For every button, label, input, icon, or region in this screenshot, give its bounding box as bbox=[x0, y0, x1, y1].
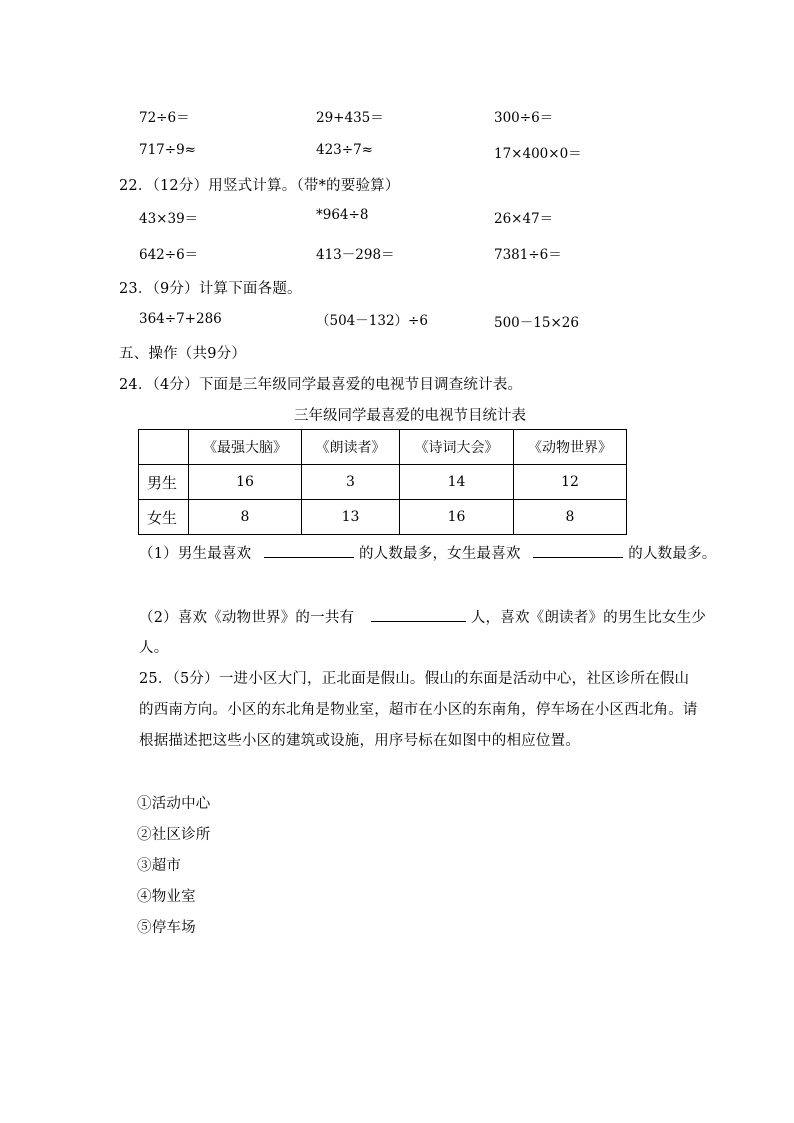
q25-option-3: ③超市 bbox=[137, 858, 182, 874]
table-row bbox=[139, 465, 627, 500]
q21-expr-4: 717÷9≈ bbox=[139, 142, 196, 158]
q23-item-2: （504－132）÷6 bbox=[316, 313, 428, 329]
table-row bbox=[139, 500, 627, 535]
tv-program-table bbox=[138, 429, 627, 535]
q25-option-5: ⑤停车场 bbox=[137, 920, 196, 936]
q21-expr-1: 72÷6＝ bbox=[139, 110, 190, 126]
q22-expr-2: *964÷8 bbox=[316, 207, 369, 223]
q21-expr-6: 17×400×0＝ bbox=[494, 146, 582, 162]
q24-part1 bbox=[139, 542, 716, 563]
q21-expr-2: 29+435＝ bbox=[316, 110, 384, 126]
table-title: 三年级同学最喜爱的电视节目统计表 bbox=[294, 408, 526, 424]
q23-item-3: 500－15×26 bbox=[494, 315, 579, 331]
table-row-label: 男生 bbox=[139, 465, 189, 500]
q24-heading: 24．（4分）下面是三年级同学最喜爱的电视节目调查统计表。 bbox=[119, 377, 523, 393]
answer-blank-3[interactable] bbox=[371, 607, 466, 622]
table-cell: 8 bbox=[189, 500, 302, 535]
q25-line-3: 根据描述把这些小区的建筑或设施，用序号标在如图中的相应位置。 bbox=[139, 733, 580, 749]
q24-part2-text-a: （2）喜欢《动物世界》的一共有 bbox=[139, 610, 355, 626]
table-cell: 16 bbox=[189, 465, 302, 500]
section-title: 五、操作（共9分） bbox=[119, 346, 247, 362]
q24-part1-text-c: 的人数最多。 bbox=[628, 546, 717, 562]
q21-expr-5: 423÷7≈ bbox=[316, 142, 373, 158]
q22-expr-1: 43×39＝ bbox=[139, 211, 199, 227]
q24-part1-text-b: 的人数最多，女生最喜欢 bbox=[358, 546, 521, 562]
q22-expr-4: 642÷6＝ bbox=[139, 247, 199, 263]
table-cell: 3 bbox=[302, 465, 400, 500]
q22-expr-3: 26×47＝ bbox=[494, 211, 554, 227]
table-header-cell: 《朗读者》 bbox=[302, 430, 400, 465]
table-header-cell: 《最强大脑》 bbox=[189, 430, 302, 465]
q21-expr-3: 300÷6＝ bbox=[494, 110, 554, 126]
table-cell: 14 bbox=[400, 465, 514, 500]
q22-expr-5: 413－298＝ bbox=[316, 247, 395, 263]
table-cell: 8 bbox=[514, 500, 627, 535]
q24-part2-text-b: 人，喜欢《朗读者》的男生比女生少 bbox=[470, 610, 707, 626]
q24-part2-end: 人。 bbox=[139, 640, 169, 656]
q25-option-1: ①活动中心 bbox=[137, 796, 211, 812]
q25-line-2: 的西南方向。小区的东北角是物业室，超市在小区的东南角，停车场在小区西北角。请 bbox=[139, 702, 698, 718]
q23-heading: 23．（9分）计算下面各题。 bbox=[119, 281, 302, 297]
answer-blank-2[interactable] bbox=[533, 543, 623, 558]
answer-blank-1[interactable] bbox=[264, 543, 354, 558]
table-cell: 12 bbox=[514, 465, 627, 500]
table-cell: 13 bbox=[302, 500, 400, 535]
table-header-row bbox=[139, 430, 627, 465]
table-cell: 16 bbox=[400, 500, 514, 535]
q25-option-4: ④物业室 bbox=[137, 889, 196, 905]
q22-heading: 22．（12分）用竖式计算。（带*的要验算） bbox=[119, 178, 400, 194]
table-header-cell: 《动物世界》 bbox=[514, 430, 627, 465]
q23-item-1: 364÷7+286 bbox=[139, 311, 222, 327]
table-corner-cell bbox=[139, 430, 189, 465]
table-row-label: 女生 bbox=[139, 500, 189, 535]
q25-line-1: 25．（5分）一进小区大门，正北面是假山。假山的东面是活动中心，社区诊所在假山 bbox=[139, 671, 690, 687]
q25-option-2: ②社区诊所 bbox=[137, 827, 211, 843]
table-header-cell: 《诗词大会》 bbox=[400, 430, 514, 465]
q22-expr-6: 7381÷6＝ bbox=[494, 247, 562, 263]
q24-part1-text-a: （1）男生最喜欢 bbox=[139, 546, 252, 562]
q24-part2 bbox=[139, 606, 706, 627]
